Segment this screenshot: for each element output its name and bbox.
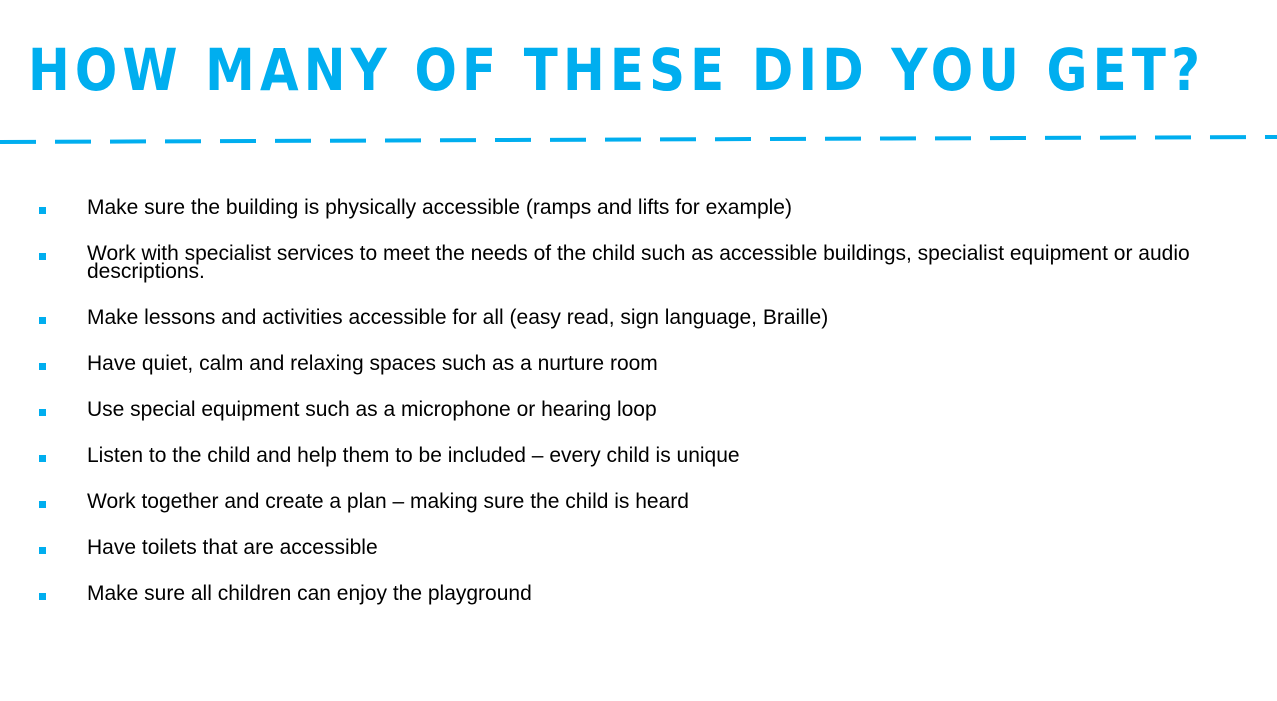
- bullet-text: Have quiet, calm and relaxing spaces such as a nurture room: [87, 352, 658, 375]
- square-bullet-icon: [39, 501, 46, 508]
- bullet-text: Use special equipment such as a microphone or hearing loop: [87, 398, 657, 421]
- bullet-text: Listen to the child and help them to be included – every child is unique: [87, 444, 740, 467]
- square-bullet-icon: [39, 547, 46, 554]
- bullet-text: Have toilets that are accessible: [87, 536, 378, 559]
- slide-title: HOW MANY OF THESE DID YOU GET?: [28, 36, 1206, 104]
- square-bullet-icon: [39, 253, 46, 260]
- bullet-text: Work together and create a plan – making sure the child is heard: [87, 490, 689, 513]
- bullet-text: Make sure all children can enjoy the playground: [87, 582, 532, 605]
- square-bullet-icon: [39, 363, 46, 370]
- square-bullet-icon: [39, 317, 46, 324]
- square-bullet-icon: [39, 593, 46, 600]
- bullet-text: Make sure the building is physically accessible (ramps and lifts for example): [87, 196, 792, 219]
- bullet-text: Make lessons and activities accessible for all (easy read, sign language, Braille): [87, 306, 829, 329]
- square-bullet-icon: [39, 455, 46, 462]
- dashed-divider: [0, 132, 1277, 146]
- square-bullet-icon: [39, 409, 46, 416]
- bullet-text: Work with specialist services to meet the needs of the child such as accessible buildings, specialist equipment or audio descriptions.: [87, 242, 1190, 283]
- square-bullet-icon: [39, 207, 46, 214]
